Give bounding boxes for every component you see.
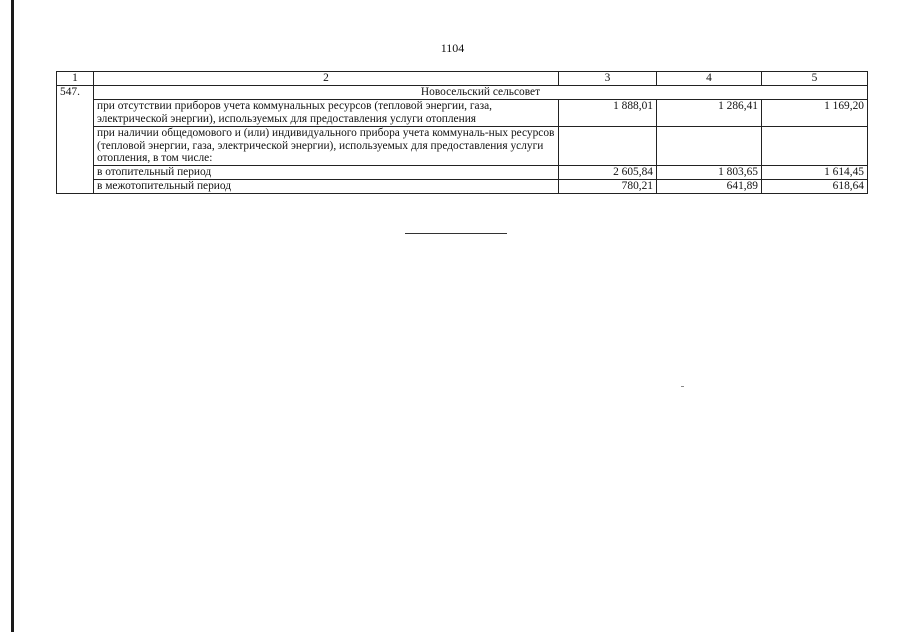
section-number: 547.: [57, 86, 94, 194]
row-value-col4: [657, 127, 762, 166]
table-header-row: [57, 72, 868, 86]
column-header-5: 5: [762, 72, 868, 86]
row-value-col3: 2 605,84: [559, 166, 657, 180]
end-divider: [405, 233, 507, 234]
row-value-col4: 641,89: [657, 180, 762, 194]
row-value-col3: 780,21: [559, 180, 657, 194]
section-name: Новосельский сельсовет: [94, 86, 868, 100]
tariff-table: [56, 71, 868, 194]
row-value-col5: 1 614,45: [762, 166, 868, 180]
row-description: в отопительный период: [94, 166, 559, 180]
table-row: [57, 166, 868, 180]
table-row: [57, 180, 868, 194]
row-value-col3: 1 888,01: [559, 100, 657, 127]
scan-edge-line: [11, 0, 14, 632]
section-row: [57, 86, 868, 100]
scan-speck: [681, 386, 684, 387]
table-row: [57, 100, 868, 127]
row-description: при отсутствии приборов учета коммунальных ресурсов (тепловой энергии, газа, электрической энергии), используемых для предоставления услуги отопления: [94, 100, 559, 127]
row-value-col4: 1 286,41: [657, 100, 762, 127]
row-value-col3: [559, 127, 657, 166]
row-description: при наличии общедомового и (или) индивидуального прибора учета коммуналь-ных ресурсов (тепловой энергии, газа, электрической энергии), используемых для предоставления услуги отопления, в том числе:: [94, 127, 559, 166]
row-value-col5: [762, 127, 868, 166]
row-value-col5: 618,64: [762, 180, 868, 194]
column-header-3: 3: [559, 72, 657, 86]
row-description: в межотопительный период: [94, 180, 559, 194]
page-number: 1104: [440, 41, 465, 55]
column-header-1: 1: [57, 72, 94, 86]
row-value-col4: 1 803,65: [657, 166, 762, 180]
column-header-4: 4: [657, 72, 762, 86]
column-header-2: 2: [94, 72, 559, 86]
row-value-col5: 1 169,20: [762, 100, 868, 127]
table-row: [57, 127, 868, 166]
